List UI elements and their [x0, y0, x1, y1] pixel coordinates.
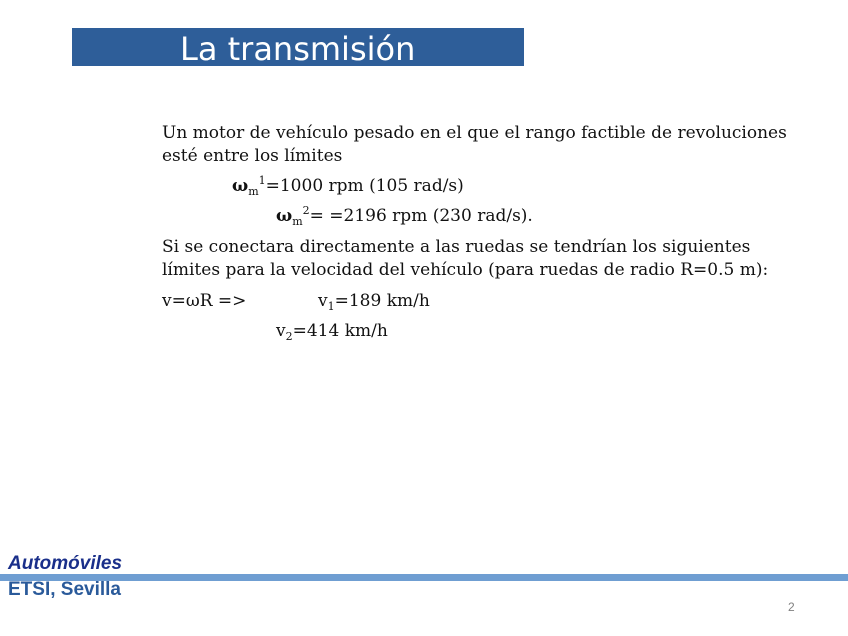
footer-school-label: ETSI, Sevilla [8, 579, 121, 600]
paragraph2-line1: Si se conectara directamente a las ruedas se tendrían los siguientes [162, 237, 751, 257]
paragraph2-line2: límites para la velocidad del vehículo (para ruedas de radio R=0.5 m): [162, 260, 769, 280]
slide-title: La transmisión [180, 30, 416, 68]
omega2-value: = =2196 rpm (230 rad/s). [309, 206, 533, 226]
v2-value: =414 km/h [292, 321, 388, 341]
v2-equation [276, 321, 388, 341]
page-number: 2 [788, 600, 795, 614]
v2-subscript: 2 [285, 330, 293, 343]
omega2-superscript: 2 [302, 204, 310, 217]
v1-symbol: v [318, 291, 328, 311]
omega1-superscript: 1 [258, 174, 266, 187]
v1-value: =189 km/h [334, 291, 430, 311]
footer-divider [0, 574, 848, 581]
v1-equation [318, 291, 430, 311]
velocity-formula: v=ωR => [162, 291, 247, 311]
omega1-value: =1000 rpm (105 rad/s) [265, 176, 464, 196]
omega1-equation [232, 176, 464, 196]
omega1-symbol: ω [232, 176, 249, 196]
paragraph1-line2: esté entre los límites [162, 146, 343, 166]
v2-symbol: v [276, 321, 286, 341]
footer-org-label: Automóviles [8, 553, 123, 574]
paragraph1-line1: Un motor de vehículo pesado en el que el rango factible de revoluciones [162, 123, 787, 143]
v1-subscript: 1 [327, 300, 335, 313]
omega2-symbol: ω [276, 206, 293, 226]
omega2-subscript: m [292, 215, 303, 228]
omega2-equation [276, 206, 533, 226]
omega1-subscript: m [248, 185, 259, 198]
